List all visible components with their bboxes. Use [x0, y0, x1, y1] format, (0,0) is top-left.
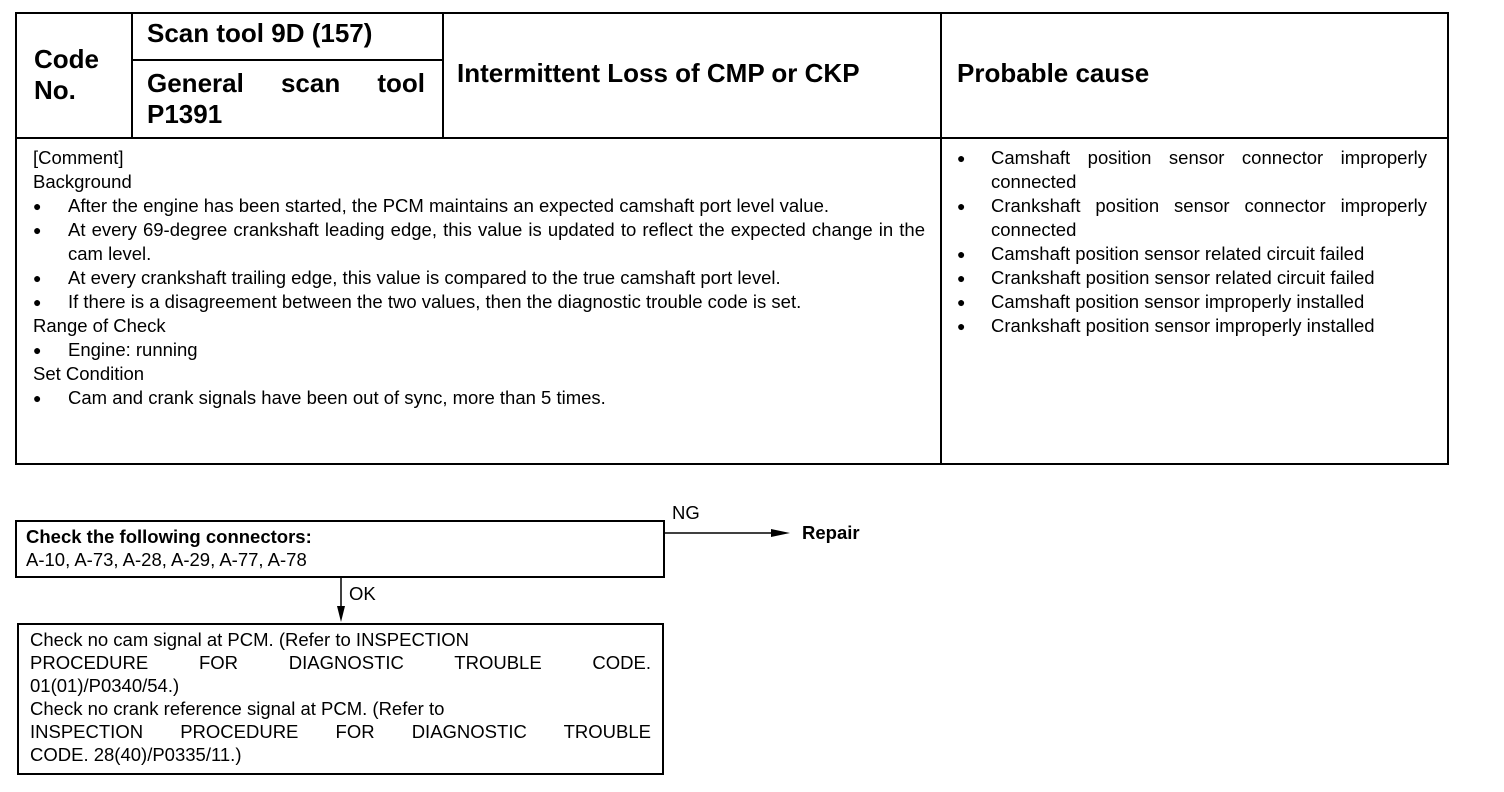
- general-word: tool: [377, 68, 425, 98]
- dtc-code: P1391: [147, 99, 223, 129]
- signal-check-line: CODE. 28(40)/P0335/11.): [30, 744, 242, 765]
- signal-check-line: Check no crank reference signal at PCM. (Refer to: [30, 698, 445, 719]
- signal-check-line: INSPECTION PROCEDURE FOR DIAGNOSTIC TROUBLE: [30, 721, 651, 742]
- background-label: Background: [33, 171, 132, 192]
- set-condition-item: ● Cam and crank signals have been out of sync, more than 5 times.: [33, 386, 925, 410]
- background-item: ● If there is a disagreement between the two values, then the diagnostic trouble code is set.: [33, 290, 925, 314]
- cause-item: ● Crankshaft position sensor improperly installed: [957, 314, 1427, 338]
- connector-list: A-10, A-73, A-28, A-29, A-77, A-78: [26, 549, 307, 570]
- ok-label: OK: [349, 583, 376, 604]
- scan-tool-code: Scan tool 9D (157): [147, 18, 373, 48]
- cause-item: ● Crankshaft position sensor connector improperly connected: [957, 194, 1427, 242]
- signal-check-line: 01(01)/P0340/54.): [30, 675, 180, 696]
- background-item: ● At every crankshaft trailing edge, this value is compared to the true camshaft port level.: [33, 266, 925, 290]
- signal-check-line: PROCEDURE FOR DIAGNOSTIC TROUBLE CODE.: [30, 652, 651, 673]
- ng-label: NG: [672, 502, 700, 523]
- general-word: General: [147, 68, 244, 98]
- general-word: scan: [280, 68, 341, 98]
- ok-arrow-head: [337, 606, 345, 622]
- cause-item: ● Camshaft position sensor improperly installed: [957, 290, 1427, 314]
- signal-check-box: [17, 623, 664, 775]
- connector-check-title: Check the following connectors:: [26, 526, 312, 547]
- range-label: Range of Check: [33, 315, 166, 336]
- cause-item: ● Camshaft position sensor connector improperly connected: [957, 146, 1427, 194]
- range-item: ● Engine: running: [33, 338, 925, 362]
- cause-item: ● Crankshaft position sensor related circuit failed: [957, 266, 1427, 290]
- set-condition-label: Set Condition: [33, 363, 145, 384]
- background-item: ● After the engine has been started, the PCM maintains an expected camshaft port level value.: [33, 194, 925, 218]
- ng-arrow-head: [771, 529, 790, 537]
- cause-item: ● Camshaft position sensor related circuit failed: [957, 242, 1427, 266]
- probable-cause-heading: Probable cause: [957, 58, 1150, 88]
- signal-check-line: Check no cam signal at PCM. (Refer to INSPECTION: [30, 629, 469, 650]
- code-no-heading: Code No.: [34, 44, 99, 105]
- comment-label: [Comment]: [33, 147, 124, 168]
- repair-label: Repair: [802, 522, 860, 543]
- dtc-title: Intermittent Loss of CMP or CKP: [457, 58, 860, 88]
- background-item: ● At every 69-degree crankshaft leading edge, this value is updated to reflect the expected change in the cam level.: [33, 218, 925, 266]
